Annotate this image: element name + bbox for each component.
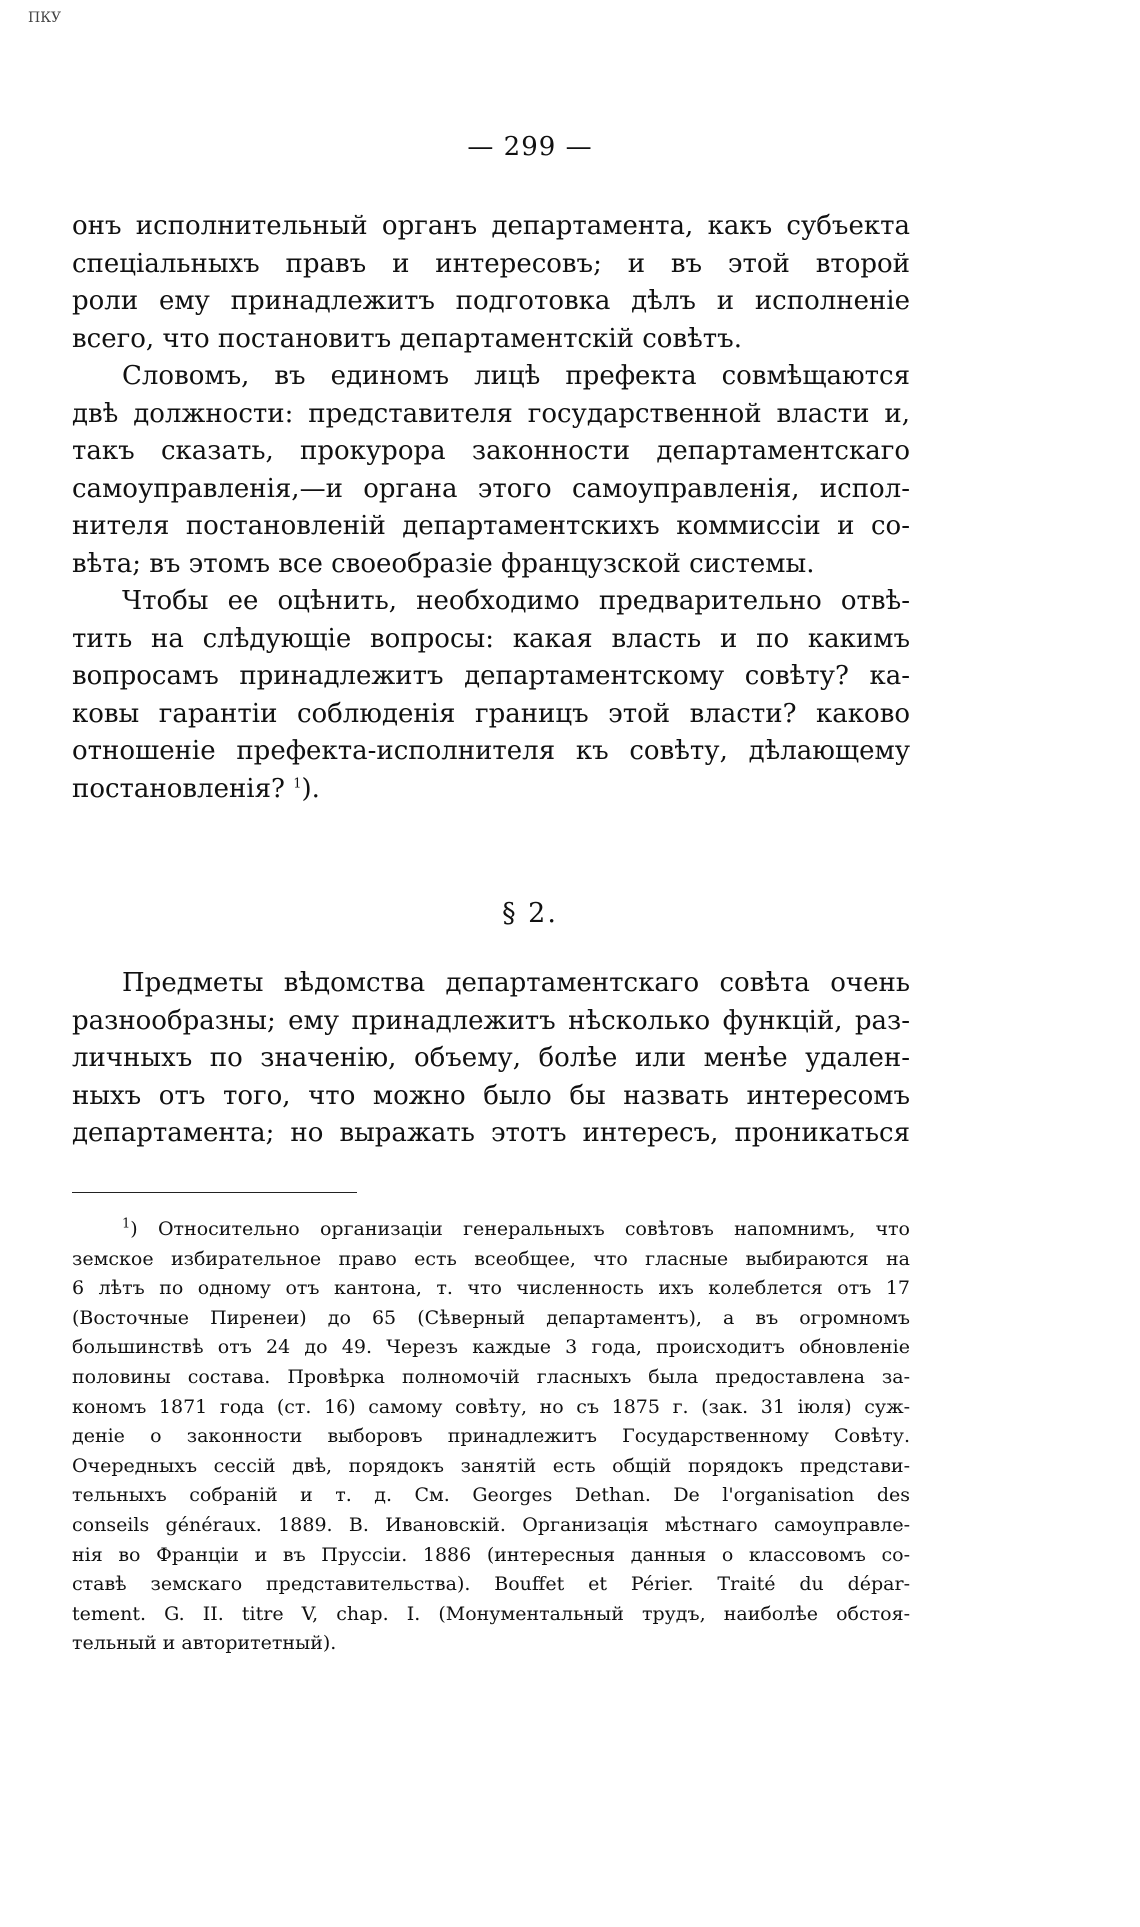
- footnote-line: нія во Франціи и въ Пруссіи. 1886 (интересныя данныя о классовомъ со-: [72, 1543, 910, 1566]
- footnote-line: tement. G. II. titre V, chap. I. (Монументальный трудъ, наиболѣе обстоя-: [72, 1602, 910, 1625]
- text-line-with-footnote: [72, 771, 910, 809]
- text-line: вопросамъ принадлежитъ департаментскому совѣту? ка-: [72, 661, 910, 691]
- text-line: такъ сказать, прокурора законности департаментскаго: [72, 436, 910, 466]
- footnote-line: Относительно организаціи генеральныхъ совѣтовъ напомнимъ, что: [157, 1218, 910, 1240]
- paragraph-1: [72, 208, 910, 358]
- section-paragraph: [72, 965, 910, 1153]
- text-line: личныхъ по значенію, объему, болѣе или менѣе удален-: [72, 1043, 910, 1073]
- text-line: нителя постановленій департаментскихъ коммиссіи и со-: [72, 511, 910, 541]
- paragraph-3: [72, 583, 910, 808]
- scan-corner-mark: ПКУ: [28, 10, 62, 26]
- text-line: спеціальныхъ правъ и интересовъ; и въ этой второй: [72, 248, 910, 279]
- text-line: Предметы вѣдомства департаментскаго совѣта очень: [122, 968, 910, 998]
- footnote: [72, 1215, 910, 1659]
- footnote-line: ставѣ земскаго представительства). Bouffet et Périer. Traité du dépar-: [72, 1573, 910, 1596]
- text-line: Чтобы ее оцѣнить, необходимо предварительно отвѣ-: [122, 586, 910, 616]
- text-line: вѣта; въ этомъ все своеобразіе французской системы.: [72, 548, 815, 579]
- footnote-line: Очередныхъ сессій двѣ, порядокъ занятій есть общій порядокъ представи-: [72, 1454, 910, 1477]
- footnote-line: земское избирательное право есть всеобщее, что гласные выбираются на: [72, 1247, 910, 1270]
- text-line: отношеніе префекта-исполнителя къ совѣту, дѣлающему: [72, 736, 910, 766]
- section-heading: § 2.: [502, 898, 558, 929]
- text-line: всего, что постановитъ департаментскій совѣтъ.: [72, 323, 742, 354]
- footnote-line: кономъ 1871 года (ст. 16) самому совѣту, но съ 1875 г. (зак. 31 іюля) суж-: [72, 1395, 910, 1418]
- text-line: тить на слѣдующіе вопросы: какая власть и по какимъ: [72, 623, 910, 654]
- paragraph-2: [72, 358, 910, 583]
- footnote-marker: 1: [122, 1216, 131, 1232]
- footnote-line: половины состава. Провѣрка полномочій гласныхъ была предоставлена за-: [72, 1365, 910, 1388]
- text-line: самоуправленія,—и органа этого самоуправленія, испол-: [72, 473, 910, 504]
- footnote-line: большинствѣ отъ 24 до 49. Черезъ каждые 3 года, происходитъ обновленіе: [72, 1336, 910, 1359]
- text-line: разнообразны; ему принадлежитъ нѣсколько функцій, раз-: [72, 1005, 910, 1036]
- footnote-line-with-marker: [72, 1215, 910, 1245]
- footnote-reference: 1: [293, 775, 302, 791]
- footnote-line: деніе о законности выборовъ принадлежитъ Государственному Совѣту.: [72, 1425, 910, 1448]
- text-line: онъ исполнительный органъ департамента, какъ субъекта: [72, 211, 910, 241]
- footnote-line: (Восточные Пиренеи) до 65 (Сѣверный департаментъ), а въ огромномъ: [72, 1306, 910, 1329]
- text-line: роли ему принадлежитъ подготовка дѣлъ и исполненіе: [72, 286, 910, 316]
- footnote-line: тельныхъ собраній и т. д. См. Georges Dethan. De l'organisation des: [72, 1484, 910, 1507]
- footnote-line: тельный и авторитетный).: [72, 1632, 337, 1655]
- text-line: ковы гарантіи соблюденія границъ этой власти? каково: [72, 698, 910, 729]
- footnote-line: conseils généraux. 1889. В. Ивановскій. Организація мѣстнаго самоуправле-: [72, 1513, 910, 1536]
- text-line: двѣ должности: представителя государственной власти и,: [72, 398, 910, 429]
- page-number: — 299 —: [467, 132, 593, 162]
- text-line: ныхъ отъ того, что можно было бы назвать интересомъ: [72, 1080, 910, 1111]
- footnote-marker-close: ): [130, 1218, 138, 1240]
- text-line: департамента; но выражать этотъ интересъ, проникаться: [72, 1118, 910, 1148]
- closing-punctuation: ).: [301, 773, 320, 804]
- text-line: Словомъ, въ единомъ лицѣ префекта совмѣщаются: [122, 361, 910, 391]
- footnote-divider: [72, 1192, 357, 1193]
- footnote-line: 6 лѣтъ по одному отъ кантона, т. что численность ихъ колеблется отъ 17: [72, 1277, 910, 1300]
- text-line: постановленія?: [72, 773, 285, 804]
